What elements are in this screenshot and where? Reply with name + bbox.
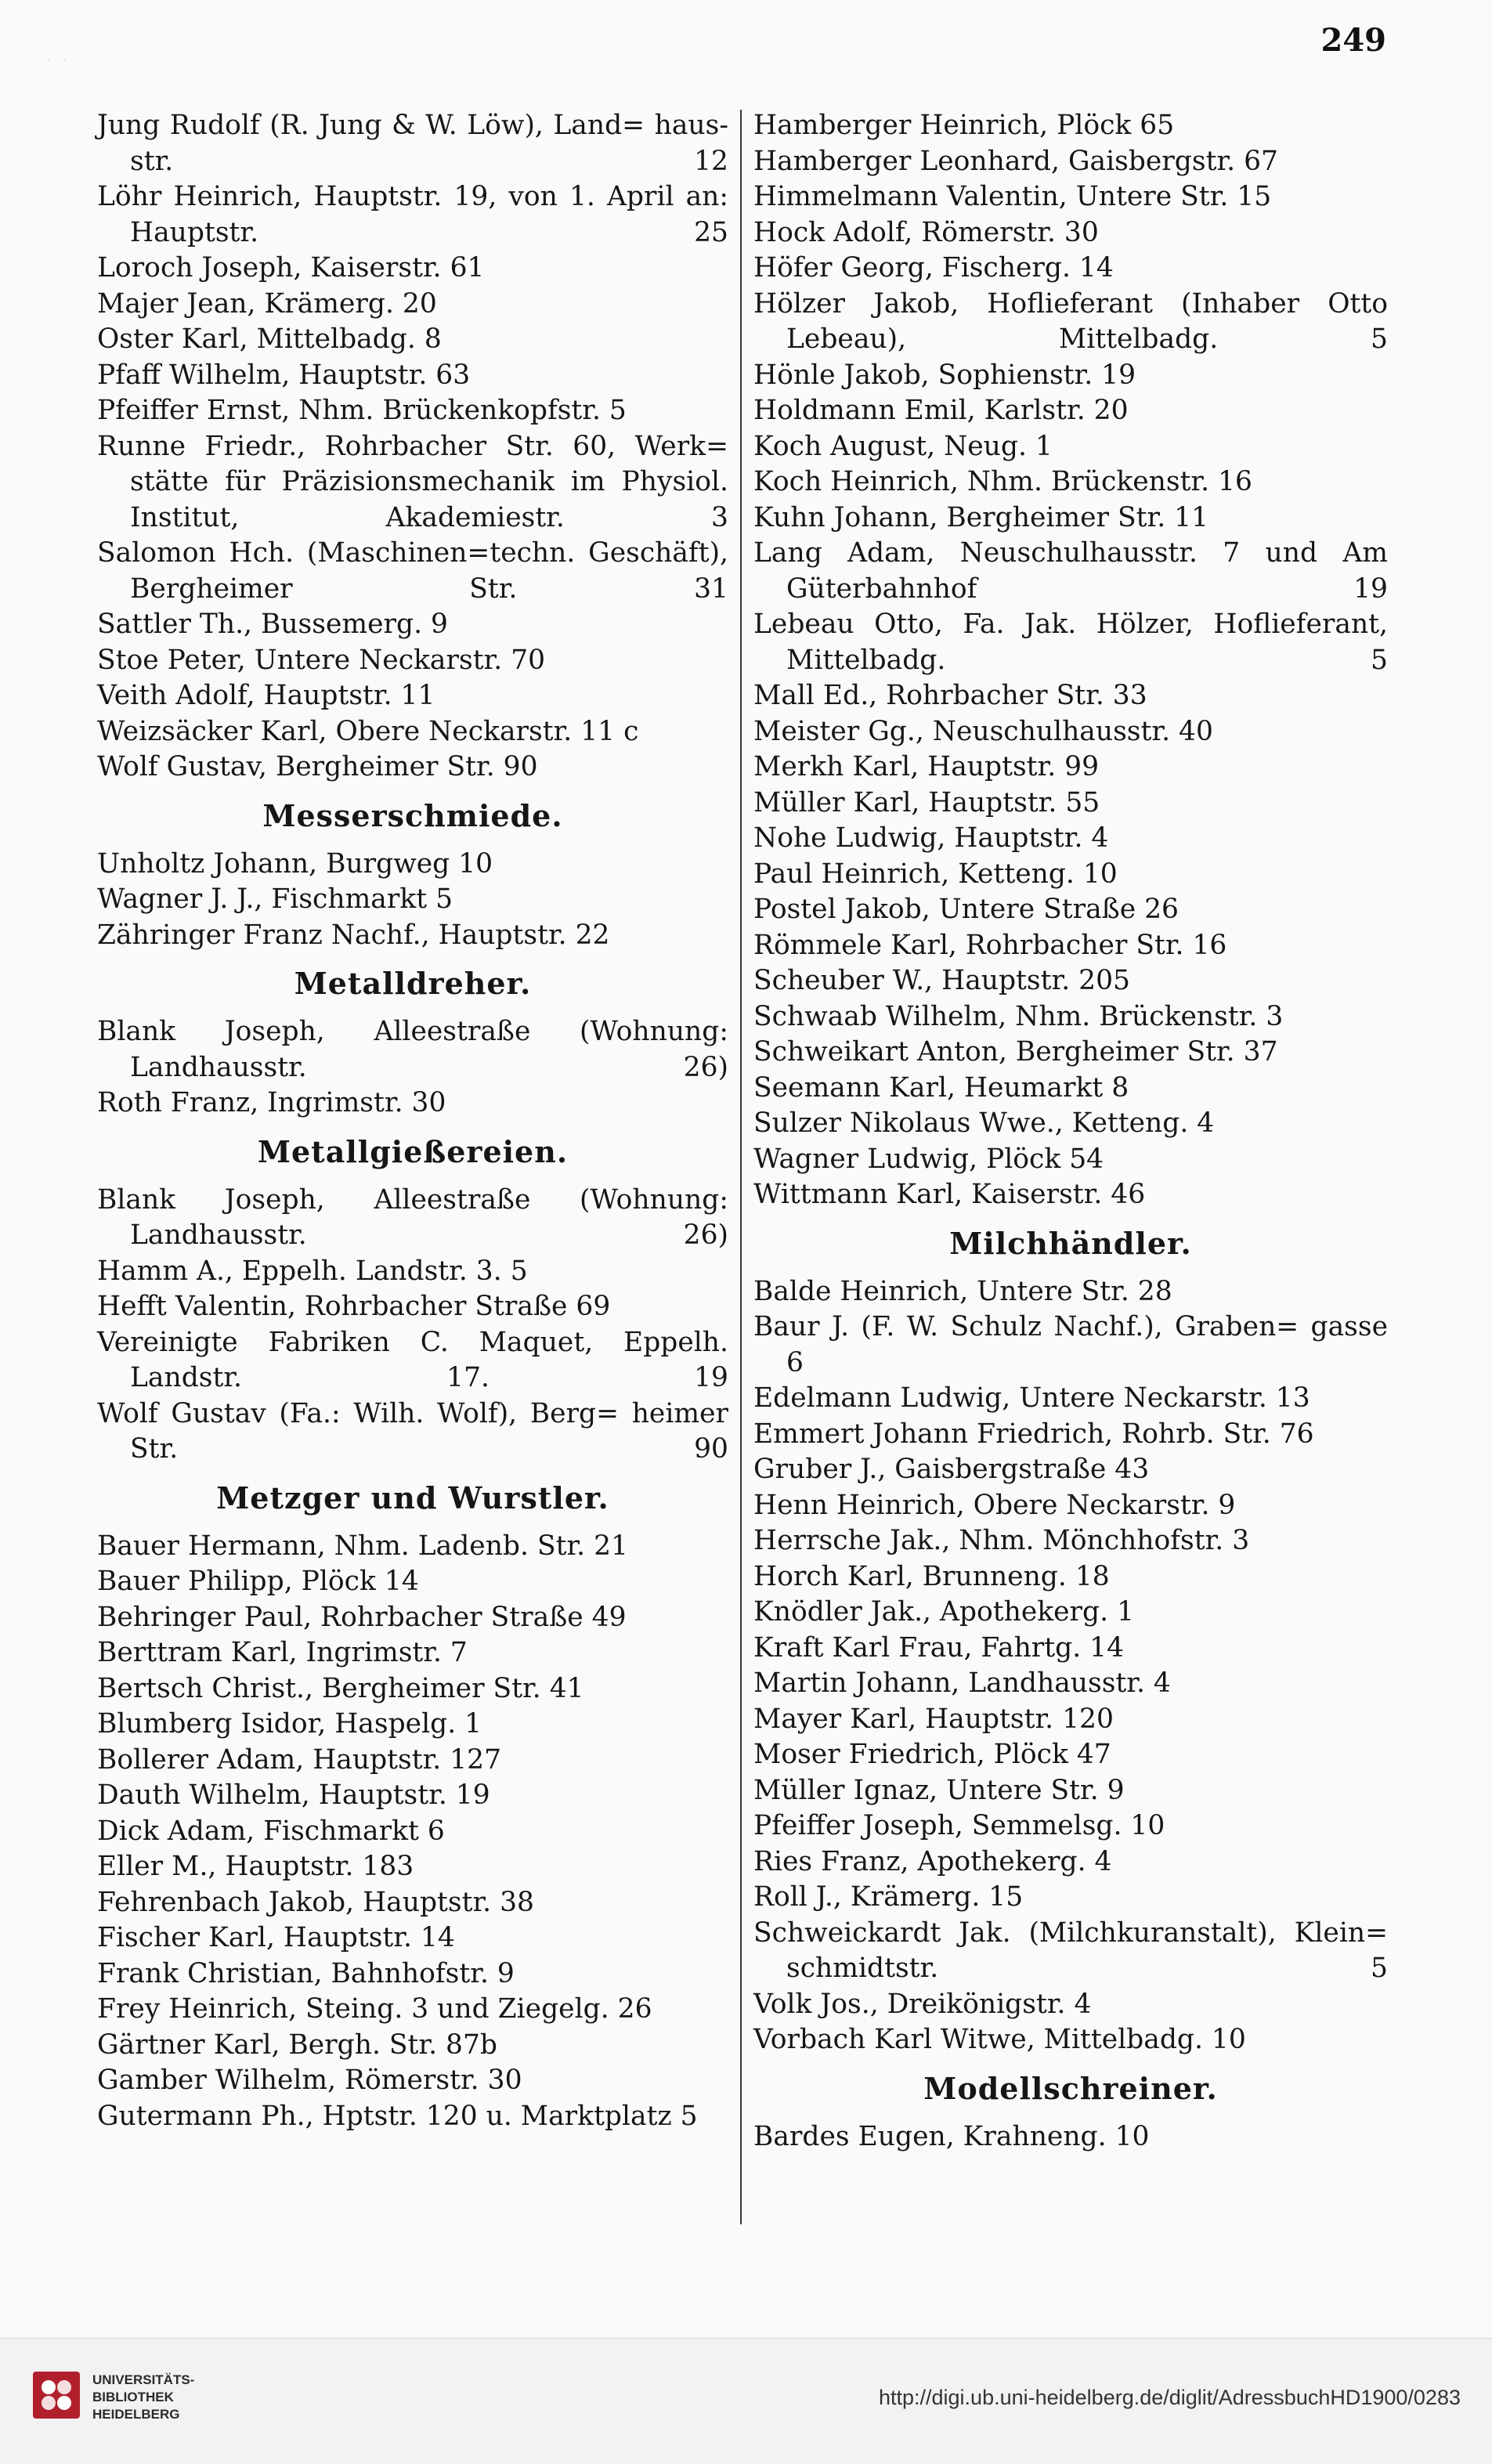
directory-entry: Schwaab Wilhelm, Nhm. Brückenstr. 3: [753, 1000, 1284, 1032]
directory-entry: Blumberg Isidor, Haspelg. 1: [97, 1708, 482, 1740]
library-line-3: HEIDELBERG: [92, 2407, 180, 2422]
section-heading: Milchhändler.: [949, 1225, 1192, 1261]
university-library-logo-icon: [31, 2370, 81, 2420]
directory-entry: Sulzer Nikolaus Wwe., Ketteng. 4: [753, 1107, 1215, 1139]
library-name: [92, 2372, 194, 2423]
directory-entry: Veith Adolf, Hauptstr. 11: [97, 680, 435, 711]
source-url-link[interactable]: http://digi.ub.uni-heidelberg.de/diglit/AdressbuchHD1900/0283: [878, 2386, 1461, 2409]
directory-entry: Gärtner Karl, Bergh. Str. 87b: [97, 2029, 497, 2061]
column-divider: [740, 110, 742, 2224]
scan-artifact: · ·: [47, 55, 72, 67]
directory-entry: Unholtz Johann, Burgweg 10: [97, 847, 493, 880]
directory-entry: Frey Heinrich, Steing. 3 und Ziegelg. 26: [97, 1993, 652, 2025]
directory-entry: Sattler Th., Bussemerg. 9: [97, 609, 448, 640]
directory-entry: Runne Friedr., Rohrbacher Str. 60, Werk= stätte für Präzisionsmechanik im Physiol. Institut, Akademiestr. 3: [97, 430, 728, 533]
directory-entry: Eller M., Hauptstr. 183: [97, 1851, 414, 1882]
directory-entry: Hölzer Jakob, Hoflieferant (Inhaber Otto Lebeau), Mittelbadg. 5: [753, 287, 1388, 355]
section-heading: Modellschreiner.: [923, 2070, 1218, 2106]
directory-entry: Stoe Peter, Untere Neckarstr. 70: [97, 644, 546, 676]
directory-entry: Meister Gg., Neuschulhausstr. 40: [753, 715, 1213, 747]
right-column: [753, 108, 1388, 2155]
directory-entry: Wagner Ludwig, Plöck 54: [753, 1143, 1104, 1175]
directory-entry: Kuhn Johann, Bergheimer Str. 11: [753, 501, 1209, 533]
directory-entry: Hönle Jakob, Sophienstr. 19: [753, 359, 1136, 391]
section-heading: Metallgießereien.: [257, 1133, 569, 1169]
directory-entry: Knödler Jak., Apothekerg. 1: [753, 1596, 1135, 1628]
directory-entry: Schweickardt Jak. (Milchkuranstalt), Klein= schmidtstr. 5: [753, 1917, 1388, 1984]
directory-entry: Balde Heinrich, Untere Str. 28: [753, 1275, 1172, 1307]
directory-entry: Blank Joseph, Alleestraße (Wohnung: Landhausstr. 26): [97, 1016, 728, 1083]
library-line-1: UNIVERSITÄTS-: [92, 2372, 195, 2387]
directory-entry: Frank Christian, Bahnhofstr. 9: [97, 1957, 515, 1989]
directory-entry: Pfeiffer Joseph, Semmelsg. 10: [753, 1810, 1165, 1841]
directory-entry: Seemann Karl, Heumarkt 8: [753, 1071, 1129, 1104]
page-number: 249: [1320, 22, 1386, 59]
directory-entry: Loroch Joseph, Kaiserstr. 61: [97, 252, 485, 284]
directory-entry: Oster Karl, Mittelbadg. 8: [97, 323, 442, 355]
section-heading: Metzger und Wurstler.: [216, 1479, 609, 1516]
directory-entry: Herrsche Jak., Nhm. Mönchhofstr. 3: [753, 1525, 1250, 1556]
directory-entry: Lang Adam, Neuschulhausstr. 7 und Am Güterbahnhof 19: [753, 537, 1388, 605]
directory-entry: Edelmann Ludwig, Untere Neckarstr. 13: [753, 1382, 1310, 1414]
directory-entry: Majer Jean, Krämerg. 20: [97, 287, 437, 320]
directory-entry: Holdmann Emil, Karlstr. 20: [753, 395, 1129, 426]
directory-entry: Wolf Gustav (Fa.: Wilh. Wolf), Berg= heimer Str. 90: [97, 1397, 728, 1465]
directory-entry: Bauer Hermann, Nhm. Ladenb. Str. 21: [97, 1530, 628, 1562]
directory-entry: Salomon Hch. (Maschinen=techn. Geschäft), Bergheimer Str. 31: [97, 537, 728, 605]
directory-entry: Mayer Karl, Hauptstr. 120: [753, 1703, 1114, 1735]
directory-entry: Wagner J. J., Fischmarkt 5: [97, 883, 453, 915]
directory-entry: Wolf Gustav, Bergheimer Str. 90: [97, 751, 538, 782]
directory-entry: Weizsäcker Karl, Obere Neckarstr. 11 c: [97, 715, 639, 747]
directory-entry: Ries Franz, Apothekerg. 4: [753, 1845, 1112, 1877]
directory-entry: Kraft Karl Frau, Fahrtg. 14: [753, 1631, 1125, 1664]
directory-entry: Moser Friedrich, Plöck 47: [753, 1739, 1111, 1770]
directory-entry: Koch August, Neug. 1: [753, 430, 1053, 462]
directory-entry: Höfer Georg, Fischerg. 14: [753, 252, 1114, 284]
directory-entry: Vorbach Karl Witwe, Mittelbadg. 10: [753, 2024, 1246, 2055]
left-column: [97, 108, 728, 2134]
directory-entry: Schweikart Anton, Bergheimer Str. 37: [753, 1036, 1278, 1068]
directory-entry: Gutermann Ph., Hptstr. 120 u. Marktplatz 5: [97, 2100, 698, 2132]
directory-entry: Hamberger Leonhard, Gaisbergstr. 67: [753, 145, 1278, 177]
section-heading: Messerschmiede.: [262, 797, 563, 833]
directory-entry: Gruber J., Gaisbergstraße 43: [753, 1454, 1150, 1485]
directory-entry: Pfaff Wilhelm, Hauptstr. 63: [97, 359, 471, 391]
directory-entry: Postel Jakob, Untere Straße 26: [753, 894, 1180, 925]
directory-entry: Bollerer Adam, Hauptstr. 127: [97, 1743, 502, 1776]
directory-entry: Roll J., Krämerg. 15: [753, 1881, 1024, 1913]
directory-entry: Dauth Wilhelm, Hauptstr. 19: [97, 1779, 490, 1811]
viewer-footer: [0, 2338, 1492, 2464]
directory-entry: Pfeiffer Ernst, Nhm. Brückenkopfstr. 5: [97, 395, 627, 426]
directory-entry: Bauer Philipp, Plöck 14: [97, 1566, 419, 1597]
directory-entry: Hock Adolf, Römerstr. 30: [753, 216, 1099, 248]
directory-entry: Hamm A., Eppelh. Landstr. 3. 5: [97, 1255, 528, 1287]
directory-entry: Merkh Karl, Hauptstr. 99: [753, 751, 1100, 782]
directory-entry: Mall Ed., Rohrbacher Str. 33: [753, 680, 1147, 711]
directory-entry: Blank Joseph, Alleestraße (Wohnung: Landhausstr. 26): [97, 1183, 728, 1251]
directory-entry: Behringer Paul, Rohrbacher Straße 49: [97, 1601, 627, 1633]
directory-entry: Henn Heinrich, Obere Neckarstr. 9: [753, 1489, 1236, 1521]
directory-entry: Müller Karl, Hauptstr. 55: [753, 786, 1100, 818]
section-heading: Metalldreher.: [294, 966, 532, 1001]
directory-entry: Berttram Karl, Ingrimstr. 7: [97, 1637, 468, 1668]
directory-entry: Vereinigte Fabriken C. Maquet, Eppelh. Landstr. 17. 19: [97, 1326, 728, 1393]
directory-entry: Wittmann Karl, Kaiserstr. 46: [753, 1179, 1146, 1210]
directory-entry: Fischer Karl, Hauptstr. 14: [97, 1922, 455, 1953]
directory-entry: Zähringer Franz Nachf., Hauptstr. 22: [97, 919, 610, 951]
directory-entry: Nohe Ludwig, Hauptstr. 4: [753, 822, 1109, 854]
directory-entry: Himmelmann Valentin, Untere Str. 15: [753, 181, 1272, 212]
directory-entry: Löhr Heinrich, Hauptstr. 19, von 1. April an: Hauptstr. 25: [97, 181, 728, 248]
directory-entry: Paul Heinrich, Ketteng. 10: [753, 858, 1118, 890]
directory-entry: Fehrenbach Jakob, Hauptstr. 38: [97, 1886, 534, 1918]
directory-entry: Roth Franz, Ingrimstr. 30: [97, 1087, 446, 1118]
directory-entry: Hefft Valentin, Rohrbacher Straße 69: [97, 1291, 611, 1322]
directory-entry: Jung Rudolf (R. Jung & W. Löw), Land= hausstr. 12: [97, 110, 728, 177]
directory-entry: Bardes Eugen, Krahneng. 10: [753, 2120, 1150, 2152]
directory-entry: Baur J. (F. W. Schulz Nachf.), Graben= gasse 6: [753, 1311, 1388, 1378]
directory-entry: Scheuber W., Hauptstr. 205: [753, 965, 1130, 996]
directory-entry: Hamberger Heinrich, Plöck 65: [753, 110, 1175, 141]
directory-entry: Gamber Wilhelm, Römerstr. 30: [97, 2065, 522, 2096]
directory-entry: Dick Adam, Fischmarkt 6: [97, 1815, 445, 1847]
directory-entry: Römmele Karl, Rohrbacher Str. 16: [753, 929, 1227, 961]
directory-entry: Emmert Johann Friedrich, Rohrb. Str. 76: [753, 1418, 1314, 1450]
directory-entry: Volk Jos., Dreikönigstr. 4: [753, 1988, 1092, 2020]
directory-entry: Horch Karl, Brunneng. 18: [753, 1560, 1110, 1592]
directory-entry: Koch Heinrich, Nhm. Brückenstr. 16: [753, 466, 1252, 497]
directory-entry: Müller Ignaz, Untere Str. 9: [753, 1774, 1125, 1806]
directory-entry: Martin Johann, Landhausstr. 4: [753, 1667, 1171, 1699]
library-line-2: BIBLIOTHEK: [92, 2390, 174, 2404]
directory-entry: Bertsch Christ., Bergheimer Str. 41: [97, 1672, 584, 1704]
directory-entry: Lebeau Otto, Fa. Jak. Hölzer, Hoflieferant, Mittelbadg. 5: [753, 609, 1388, 676]
